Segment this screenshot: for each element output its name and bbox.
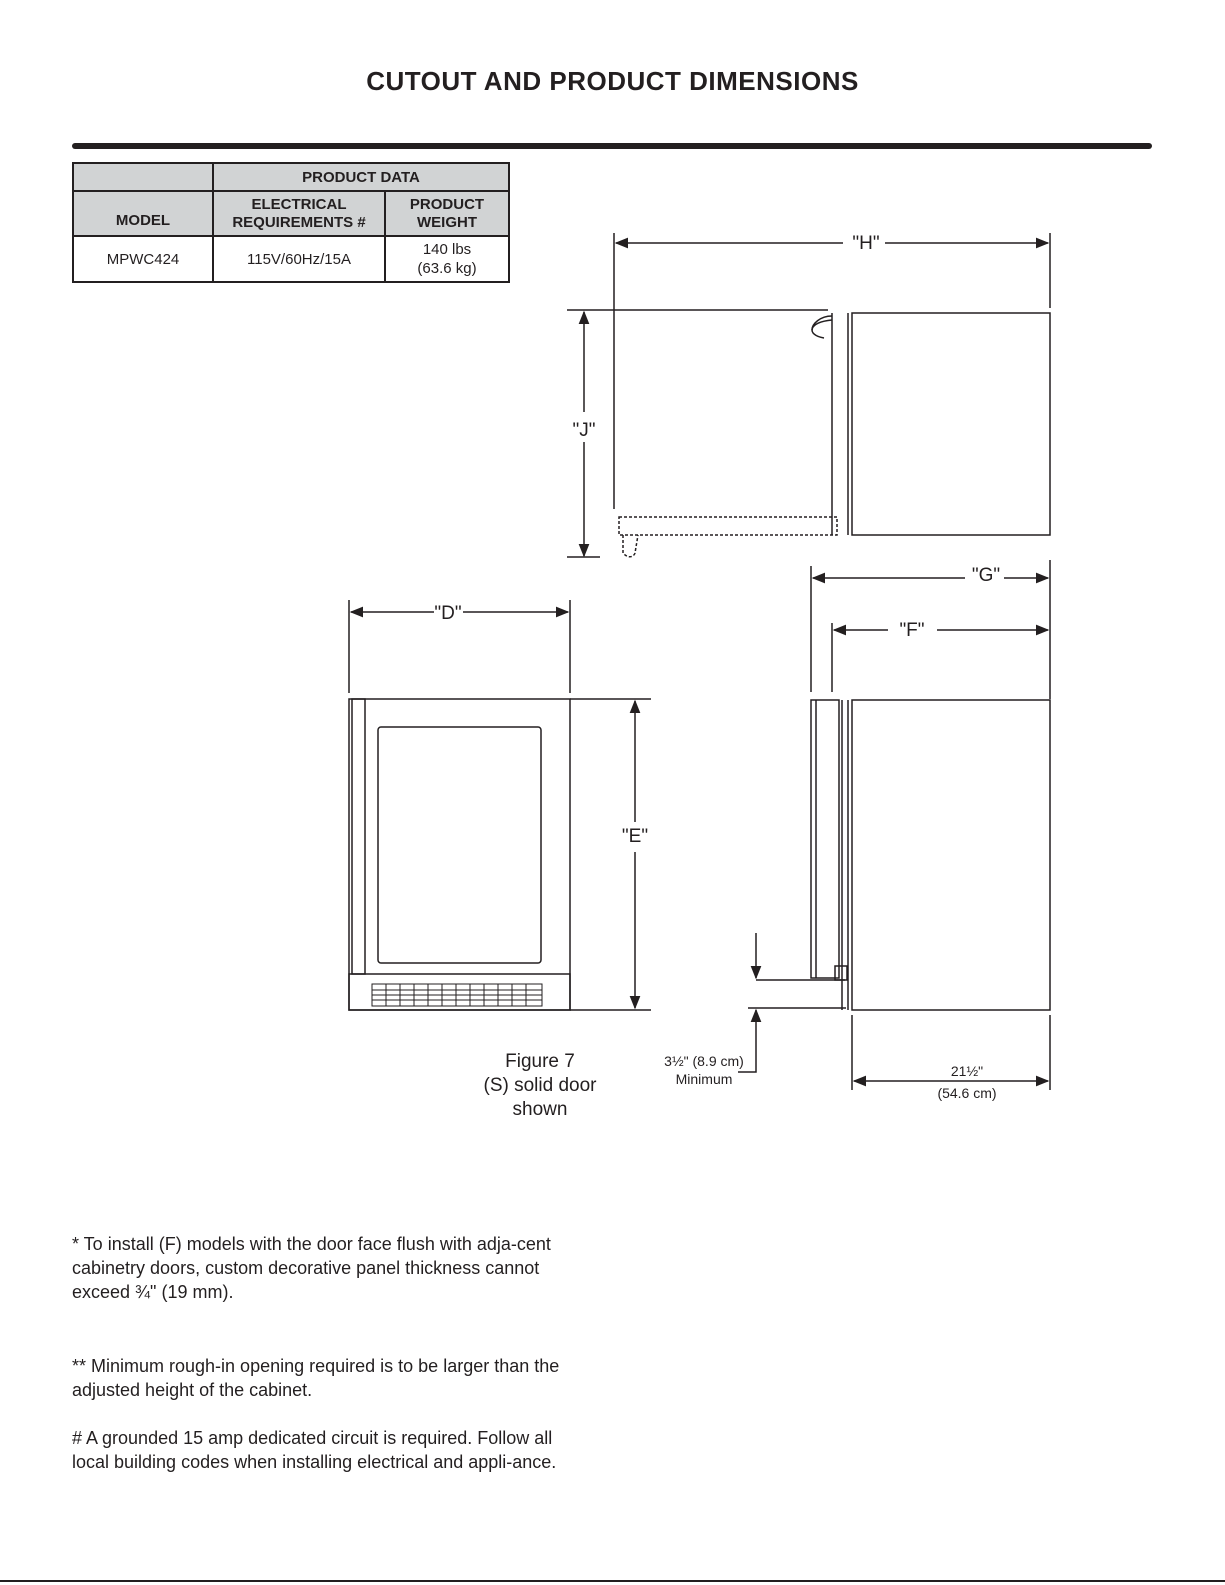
dim-h-label: "H" — [852, 233, 880, 254]
table-header-model: MODEL — [73, 191, 213, 236]
side-view-top — [567, 233, 1050, 557]
dim-g-label: "G" — [971, 565, 1001, 586]
dim-depth-cm: (54.6 cm) — [937, 1085, 997, 1101]
dim-e-label: "E" — [621, 826, 649, 847]
dim-min-clearance: 3½" (8.9 cm) — [664, 1053, 744, 1069]
page-title: CUTOUT AND PRODUCT DIMENSIONS — [366, 66, 859, 96]
dim-min-label: Minimum — [675, 1071, 733, 1087]
weight-kg: (63.6 kg) — [417, 260, 477, 277]
weight-lbs: 140 lbs — [422, 241, 472, 258]
front-view — [349, 600, 651, 1010]
note-electrical: # A grounded 15 amp dedicated circuit is required. Follow all local building codes when installing electrical and appli-ance. — [72, 1428, 557, 1472]
table-header-weight: PRODUCT WEIGHT — [385, 191, 509, 236]
dim-f-label: "F" — [899, 620, 925, 641]
note-rough-in: ** Minimum rough-in opening required is to be larger than the adjusted height of the cabinet. — [72, 1356, 560, 1400]
figure-caption-line1: Figure 7 — [505, 1051, 575, 1072]
table-cell-electrical: 115V/60Hz/15A — [213, 236, 385, 282]
dim-depth-in: 21½" — [950, 1063, 984, 1079]
footer-rule — [0, 1580, 1225, 1582]
table-group-header: PRODUCT DATA — [213, 163, 509, 191]
table-cell-model: MPWC424 — [73, 236, 213, 282]
table-header-electrical: ELECTRICAL REQUIREMENTS # — [213, 191, 385, 236]
figure-caption-line3: shown — [512, 1099, 568, 1120]
figure-caption-line2: (S) solid door — [483, 1075, 597, 1096]
dim-d-label: "D" — [434, 603, 462, 624]
figure-caption — [470, 1050, 610, 1122]
dim-j-label: "J" — [572, 420, 596, 441]
note-panel-thickness: * To install (F) models with the door face flush with adja-cent cabinetry doors, custom decorative panel thickness cannot exceed ¾" (19 mm). — [72, 1234, 551, 1302]
